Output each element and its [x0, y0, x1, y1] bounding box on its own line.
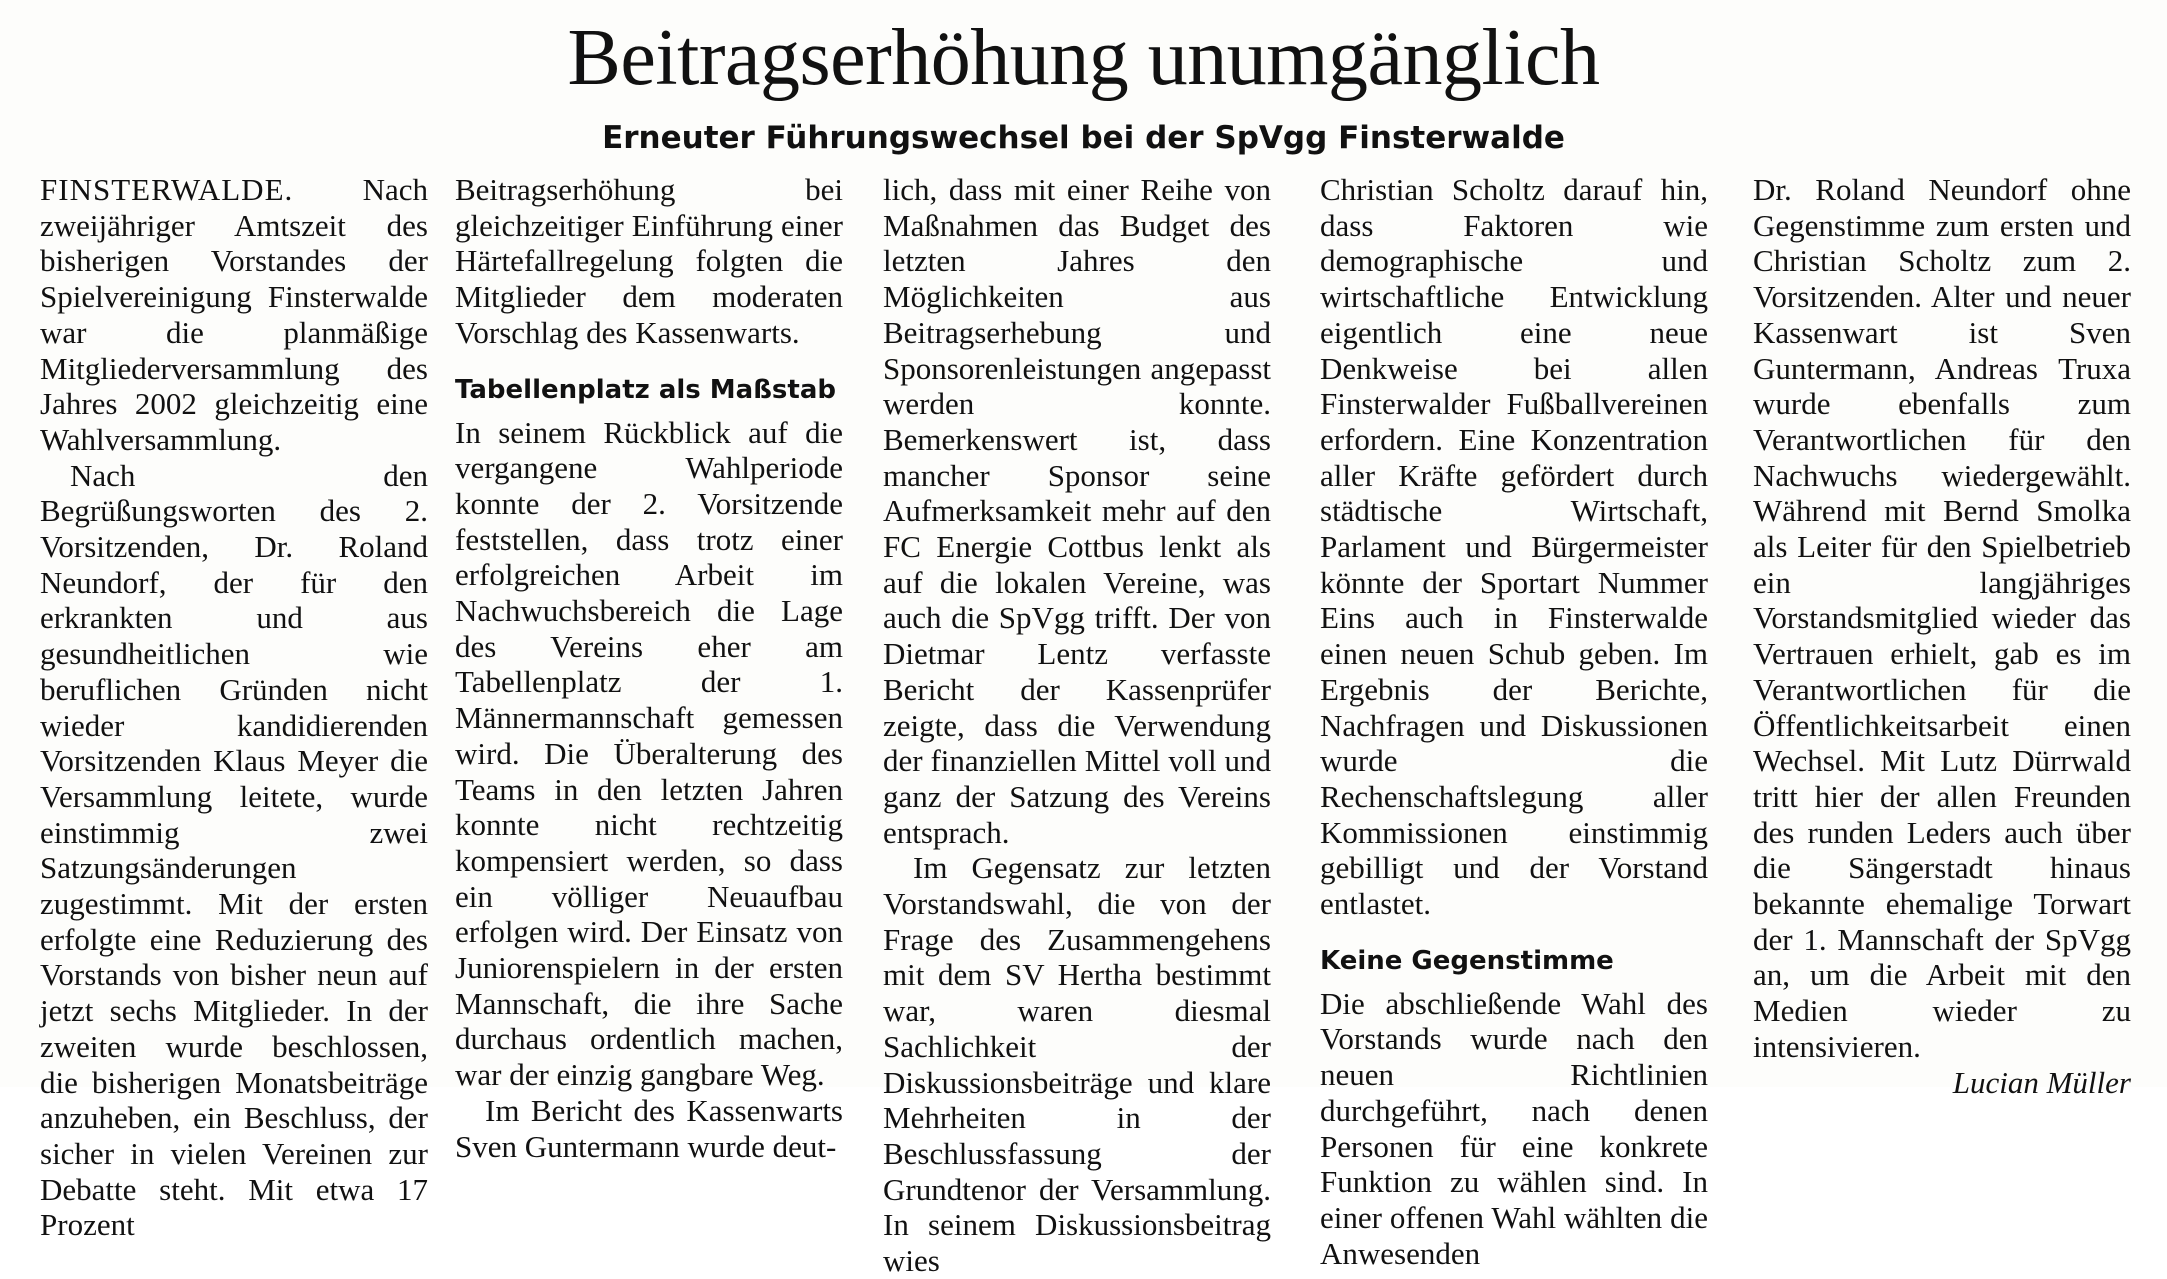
paragraph [40, 172, 428, 458]
paragraph: Nach den Begrüßungsworten des 2. Vorsitzenden, Dr. Roland Neundorf, der für den erkrankten und aus gesundheitlichen wie beruflichen Gründen nicht wieder kandidierenden Vorsitzenden Klaus Meyer die Versammlung leitete, wurde einstimmig zwei Satzungsänderungen zugestimmt. Mit der ersten erfolgte eine Reduzierung des Vorstands von bisher neun auf jetzt sechs Mitglieder. In der zweiten wurde beschlossen, die bisherigen Monatsbeiträge anzuheben, ein Beschluss, der sicher in vielen Vereinen zur Debatte steht. Mit etwa 17 Prozent [40, 457, 428, 1243]
dateline: FINSTERWALDE. [40, 172, 294, 207]
author-byline: Lucian Müller [1952, 1064, 2131, 1100]
article-column-2 [455, 172, 843, 1164]
paragraph: Im Bericht des Kassenwarts Sven Guntermann wurde deut- [455, 1092, 843, 1164]
section-heading: Tabellenplatz als Maßstab [455, 374, 836, 405]
paragraph: In seinem Rückblick auf die vergangene Wahlperiode konnte der 2. Vorsitzende feststellen, dass trotz einer erfolgreichen Arbeit im Nachwuchsbereich die Lage des Vereins eher am Tabellenplatz der 1. Männermannschaft gemessen wird. Die Überalterung des Teams in den letzten Jahren konnte nicht rechtzeitig kompensiert werden, so dass ein völliger Neuaufbau erfolgen wird. Der Einsatz von Juniorenspielern in der ersten Mannschaft, die ihre Sache durchaus ordentlich machen, war der einzig gangbare Weg. [455, 414, 843, 1093]
paragraph: Beitragserhöhung bei gleichzeitiger Einführung einer Härtefallregelung folgten die Mitglieder dem moderaten Vorschlag des Kassenwarts. [455, 172, 843, 350]
article-column-4 [1320, 172, 1708, 1271]
section-heading: Keine Gegenstimme [1320, 945, 1614, 976]
article-column-5 [1753, 172, 2131, 1100]
paragraph: Die abschließende Wahl des Vorstands wurde nach den neuen Richtlinien durchgeführt, nach denen Personen für eine konkrete Funktion zu wählen sind. In einer offenen Wahl wählten die Anwesenden [1320, 985, 1708, 1271]
paragraph: Dr. Roland Neundorf ohne Gegenstimme zum ersten und Christian Scholtz zum 2. Vorsitzenden. Alter und neuer Kassenwart ist Sven Guntermann, Andreas Truxa wurde ebenfalls zum Verantwortlichen für den Nachwuchs wiedergewählt. Während mit Bernd Smolka als Leiter für den Spielbetrieb ein langjähriges Vorstandsmitglied wieder das Vertrauen erhielt, gab es im Verantwortlichen für die Öffentlichkeitsarbeit einen Wechsel. Mit Lutz Dürrwald tritt hier der allen Freunden des runden Leders auch über die Sängerstadt hinaus bekannte ehemalige Torwart der 1. Mannschaft der SpVgg an, um die Arbeit mit den Medien wieder zu intensivieren. [1753, 172, 2131, 1064]
paragraph: lich, dass mit einer Reihe von Maßnahmen das Budget des letzten Jahres den Möglichkeiten aus Beitragserhebung und Sponsorenleistungen angepasst werden konnte. Bemerkenswert ist, dass mancher Sponsor seine Aufmerksamkeit mehr auf den FC Energie Cottbus lenkt als auf die lokalen Vereine, was auch die SpVgg trifft. Der von Dietmar Lentz verfasste Bericht der Kassenprüfer zeigte, dass die Verwendung der finanziellen Mittel voll und ganz der Satzung des Vereins entsprach. [883, 172, 1271, 850]
paragraph: Im Gegensatz zur letzten Vorstandswahl, die von der Frage des Zusammengehens mit dem SV Hertha bestimmt war, waren diesmal Sachlichkeit der Diskussionsbeiträge und klare Mehrheiten in der Beschlussfassung der Grundtenor der Versammlung. In seinem Diskussionsbeitrag wies [883, 850, 1271, 1279]
article-subheadline: Erneuter Führungswechsel bei der SpVgg Finsterwalde [602, 120, 1565, 156]
article-headline: Beitragserhöhung unumgänglich [567, 14, 1600, 102]
paragraph: Christian Scholtz darauf hin, dass Faktoren wie demographische und wirtschaftliche Entwicklung eigentlich eine neue Denkweise bei allen Finsterwalder Fußballvereinen erfordern. Eine Konzentration aller Kräfte gefördert durch städtische Wirtschaft, Parlament und Bürgermeister könnte der Sportart Nummer Eins auch in Finsterwalde einen neuen Schub geben. Im Ergebnis der Berichte, Nachfragen und Diskussionen wurde die Rechenschaftslegung aller Kommissionen einstimmig gebilligt und der Vorstand entlastet. [1320, 172, 1708, 922]
article-column-3 [883, 172, 1271, 1279]
article-column-1 [40, 172, 428, 1243]
paragraph-text: Nach zweijähriger Amtszeit des bisherigen Vorstandes der Spielvereinigung Finsterwalde war die planmäßige Mitgliederversammlung des Jahres 2002 gleichzeitig eine Wahlversammlung. [40, 172, 428, 457]
